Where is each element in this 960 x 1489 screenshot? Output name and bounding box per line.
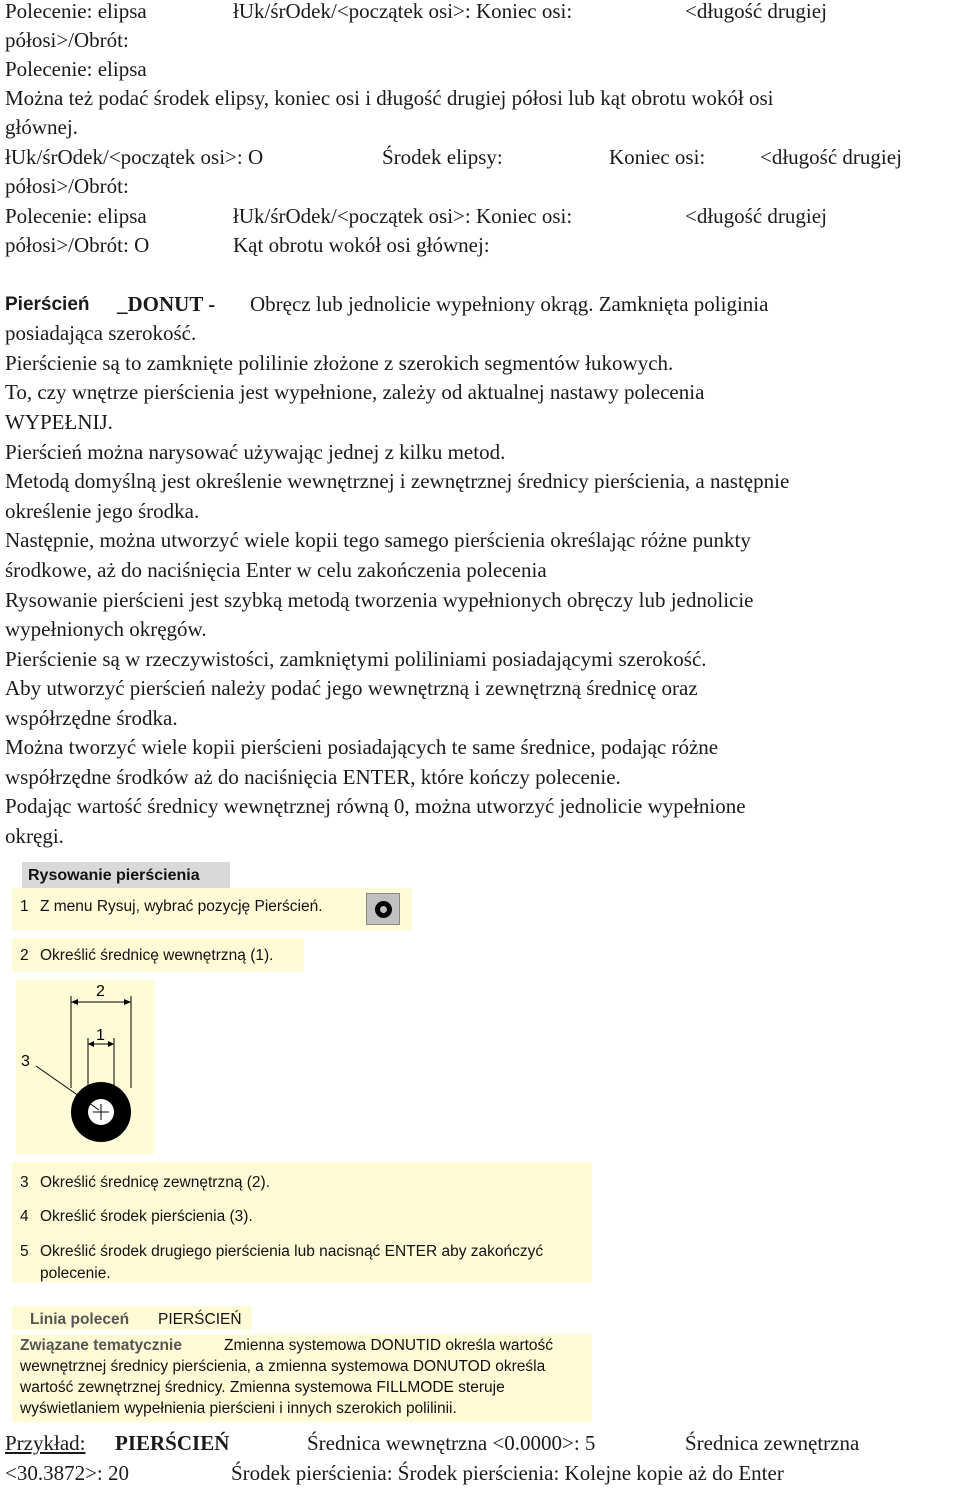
label-outer-diameter: 2 <box>96 983 105 1000</box>
step-number: 5 <box>20 1243 29 1260</box>
step-text: Określić średnicę wewnętrzną (1). <box>40 947 274 964</box>
text-col: Koniec osi: <box>609 145 706 169</box>
text-col: łUk/śrOdek/<początek osi>: Koniec osi: <box>233 204 573 228</box>
step-5 <box>20 1242 590 1262</box>
paragraph-line: WYPEŁNIJ. <box>5 410 113 434</box>
heading-command: _DONUT - <box>117 292 216 316</box>
arrow <box>124 999 131 1005</box>
step-text: Określić środek pierścienia (3). <box>40 1208 253 1225</box>
paragraph-line: Podając wartość średnicy wewnętrznej równą 0, można utworzyć jednolicie wypełnione <box>5 794 746 818</box>
command-line-value: PIERŚCIEŃ <box>158 1311 242 1328</box>
arrow <box>71 999 78 1005</box>
text-col: łUk/śrOdek/<początek osi>: Koniec osi: <box>233 0 573 23</box>
example-outer-value: <30.3872>: 20 <box>5 1461 130 1485</box>
step-3 <box>20 1173 270 1193</box>
paragraph-line: Rysowanie pierścieni jest szybką metodą tworzenia wypełnionych obręczy lub jednolicie <box>5 588 754 612</box>
heading-description: Obręcz lub jednolicie wypełniony okrąg. Zamknięta poliginia <box>250 292 769 316</box>
example-label: Przykład: <box>5 1431 86 1455</box>
text-col: głównej. <box>5 115 78 139</box>
paragraph-line: Metodą domyślną jest określenie wewnętrznej i zewnętrznej średnicy pierścienia, a następnie <box>5 469 790 493</box>
paragraph-line: okręgi. <box>5 824 64 848</box>
text-col: Polecenie: elipsa <box>5 0 147 23</box>
example-command: PIERŚCIEŃ <box>115 1431 230 1455</box>
example-outer-diameter: Średnica zewnętrzna <box>685 1431 860 1455</box>
donut-diagram <box>16 980 154 1154</box>
step-number: 3 <box>20 1174 29 1191</box>
arrow <box>88 1041 94 1047</box>
step-5-continued: polecenie. <box>40 1265 111 1282</box>
paragraph-line: Można tworzyć wiele kopii pierścieni posiadających te same średnice, podając różne <box>5 735 719 759</box>
paragraph-line: wypełnionych okręgów. <box>5 617 207 641</box>
step-text: Określić średnicę zewnętrzną (2). <box>40 1174 270 1191</box>
text-col: Polecenie: elipsa <box>5 204 147 228</box>
label-center: 3 <box>21 1053 30 1070</box>
text-col: Kąt obrotu wokół osi głównej: <box>233 233 490 257</box>
text-col: Można też podać środek elipsy, koniec osi i długość drugiej półosi lub kąt obrotu wokół osi <box>5 86 774 110</box>
paragraph-line: środkowe, aż do naciśnięcia Enter w celu zakończenia polecenia <box>5 558 547 582</box>
text-col: <długość drugiej <box>685 204 827 228</box>
related-line: wartość zewnętrznej średnicy. Zmienna systemowa FILLMODE steruje <box>20 1379 505 1396</box>
paragraph-line: To, czy wnętrze pierścienia jest wypełnione, zależy od aktualnej nastawy polecenia <box>5 380 705 404</box>
paragraph-line: określenie jego środka. <box>5 499 200 523</box>
command-line-label: Linia poleceń <box>30 1311 130 1328</box>
text-col: półosi>/Obrót: <box>5 174 129 198</box>
step-text: Z menu Rysuj, wybrać pozycję Pierścień. <box>40 898 323 915</box>
paragraph-line: Aby utworzyć pierścień należy podać jego wewnętrzną i zewnętrzną średnicę oraz <box>5 676 698 700</box>
text-col: Środek elipsy: <box>382 145 503 169</box>
arrow <box>108 1041 114 1047</box>
donut-toolbar-icon[interactable] <box>366 893 400 925</box>
step-4 <box>20 1207 253 1227</box>
example-inner-diameter: Średnica wewnętrzna <0.0000>: 5 <box>307 1431 596 1455</box>
text-col: półosi>/Obrót: O <box>5 233 150 257</box>
help-title: Rysowanie pierścienia <box>28 867 200 884</box>
step-2 <box>20 946 273 966</box>
step-1 <box>20 897 323 917</box>
step-number: 1 <box>20 898 29 915</box>
text-col: <długość drugiej <box>685 0 827 23</box>
donut-outer-icon <box>375 901 392 918</box>
donut-hole-icon <box>380 906 387 913</box>
label-inner-diameter: 1 <box>96 1027 105 1044</box>
paragraph-line: Pierścienie są to zamknięte polilinie złożone z szerokich segmentów łukowych. <box>5 351 674 375</box>
related-line: wyświetlaniem wypełnienia pierścieni i innych szerokich polilinii. <box>20 1400 457 1417</box>
text-col: <długość drugiej <box>760 145 902 169</box>
paragraph-line: Pierścień można narysować używając jednej z kilku metod. <box>5 440 506 464</box>
step-number: 2 <box>20 947 29 964</box>
paragraph-line: współrzędne środków aż do naciśnięcia ENTER, które kończy polecenie. <box>5 765 621 789</box>
related-line: Zmienna systemowa DONUTID określa wartość <box>224 1337 554 1354</box>
step-text: Określić środek drugiego pierścienia lub nacisnąć ENTER aby zakończyć <box>40 1243 544 1260</box>
paragraph-line: posiadająca szerokość. <box>5 321 197 345</box>
paragraph-line: Następnie, można utworzyć wiele kopii tego samego pierścienia określając różne punkty <box>5 528 751 552</box>
related-label: Związane tematycznie <box>20 1337 182 1354</box>
paragraph-line: współrzędne środka. <box>5 706 178 730</box>
text-col: łUk/śrOdek/<początek osi>: O <box>5 145 264 169</box>
text-col: półosi>/Obrót: <box>5 28 129 52</box>
heading-term: Pierścień <box>5 294 90 315</box>
example-center-prompt: Środek pierścienia: Środek pierścienia: Kolejne kopie aż do Enter <box>231 1461 784 1485</box>
paragraph-line: Pierścienie są w rzeczywistości, zamkniętymi poliliniami posiadającymi szerokość. <box>5 647 707 671</box>
step-number: 4 <box>20 1208 29 1225</box>
text-col: Polecenie: elipsa <box>5 57 147 81</box>
related-line: wewnętrznej średnicy pierścienia, a zmienna systemowa DONUTOD określa <box>20 1358 546 1375</box>
